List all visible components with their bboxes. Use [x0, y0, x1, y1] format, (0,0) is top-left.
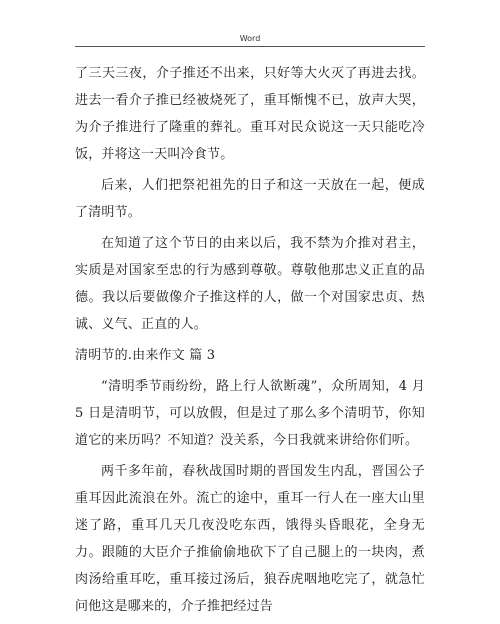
header-divider: [75, 46, 425, 47]
page-header: Word: [239, 34, 261, 43]
paragraph-2: 后来，人们把祭祀祖先的日子和这一天放在一起，便成了清明节。: [75, 178, 425, 220]
section-heading: 清明节的.由来作文 篇 3: [75, 348, 216, 363]
paragraph-4: “清明季节雨纷纷，路上行人欲断魂”，众所周知，4 月 5 日是清明节，可以放假，但是过了那么多个清明节，你知道它的来历吗？不知道？没关系，今日我就来讲给你们听。: [75, 379, 425, 448]
paragraph-5: 两千多年前，春秋战国时期的晋国发生内乱，晋国公子重耳因此流浪在外。流亡的途中，重耳一行人在一座大山里迷了路，重耳几天几夜没吃东西，饿得头昏眼花，全身无力。跟随的大臣介子推偷偷地砍下了自己腿上的一块肉，煮肉汤给重耳吃，重耳接过汤后，狼吞虎咽地吃完了，就急忙问他这是哪来的，介子推把经过告: [75, 464, 425, 614]
document-body: [75, 60, 425, 624]
paragraph-3: 在知道了这个节日的由来以后，我不禁为介推对君主，实质是对国家至忠的行为感到尊敬。尊敬他那忠义正直的品德。我以后要做像介子推这样的人，做一个对国家忠贞、热诚、义气、正直的人。: [75, 236, 425, 332]
paragraph-1: 了三天三夜，介子推还不出来，只好等大火灭了再进去找。进去一看介子推已经被烧死了，重耳惭愧不已，放声大哭，为介子推进行了隆重的葬礼。重耳对民众说这一天只能吃冷饭，并将这一天叫冷食节。: [75, 66, 425, 162]
